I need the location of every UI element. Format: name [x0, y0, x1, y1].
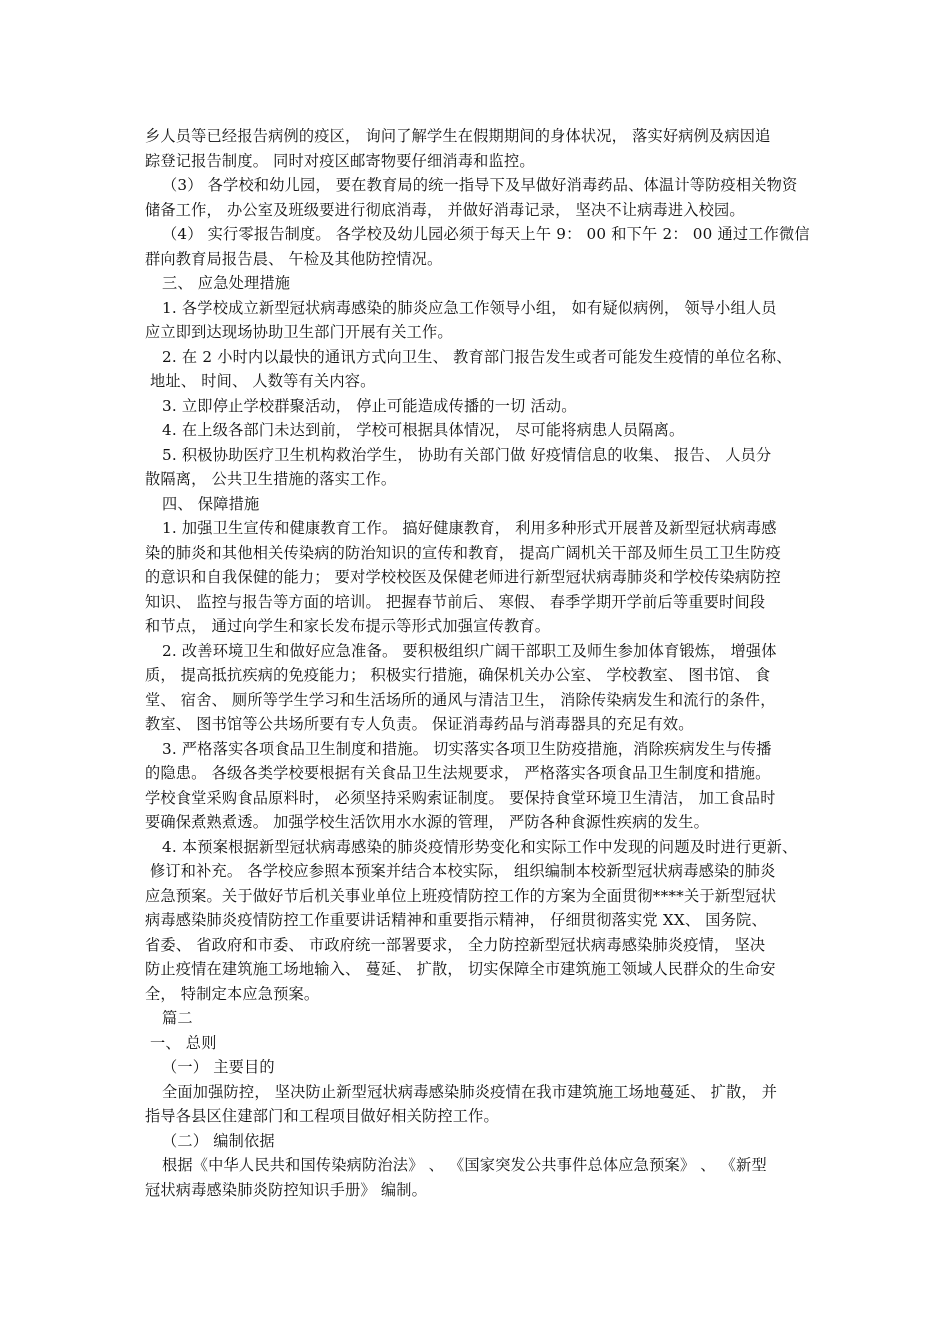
text-line: 1. 各学校成立新型冠状病毒感染的肺炎应急工作领导小组， 如有疑似病例， 领导小组人员	[162, 298, 777, 317]
text-line: 省委、 省政府和市委、 市政府统一部署要求， 全力防控新型冠状病毒感染肺炎疫情， 坚决	[145, 935, 766, 954]
text-line: 和节点， 通过向学生和家长发布提示等形式加强宣传教育。	[145, 617, 551, 635]
text-line: 教室、 图书馆等公共场所要有专人负责。 保证消毒药品与消毒器具的充足有效。	[145, 715, 694, 733]
text-line: 应急预案。关于做好节后机关事业单位上班疫情防控工作的方案为全面贯彻****关于新型冠状	[145, 886, 777, 905]
section-heading: 四、 保障措施	[162, 494, 260, 513]
text-line: 的隐患。 各级各类学校要根据有关食品卫生法规要求， 严格落实各项食品卫生制度和措施。	[145, 764, 771, 782]
text-line: 1. 加强卫生宣传和健康教育工作。 搞好健康教育， 利用多种形式开展普及新型冠状病毒感	[162, 519, 777, 537]
text-line: 乡人员等已经报告病例的疫区， 询问了解学生在假期期间的身体状况， 落实好病例及病因追	[145, 127, 771, 145]
text-line: 2. 在 2 小时内以最快的通讯方式向卫生、 教育部门报告发生或者可能发生疫情的单位名称、	[162, 347, 792, 366]
text-line: 地址、 时间、 人数等有关内容。	[150, 372, 376, 390]
section-heading: 一、 总则	[150, 1033, 217, 1052]
text-line: 病毒感染肺炎疫情防控工作重要讲话精神和重要指示精神， 仔细贯彻落实党 XX、 国务院、	[145, 911, 767, 929]
section-heading: （一） 主要目的	[162, 1058, 275, 1076]
text-line: 应立即到达现场协助卫生部门开展有关工作。	[145, 323, 453, 341]
text-line: 堂、 宿舍、 厕所等学生学习和生活场所的通风与清洁卫生， 消除传染病发生和流行的条件，	[145, 690, 776, 709]
text-line: 2. 改善环境卫生和做好应急准备。 要积极组织广阔干部职工及师生参加体育锻炼， 增强体	[162, 641, 777, 660]
text-line: 群向教育局报告晨、 午检及其他防控情况。	[145, 249, 443, 268]
document-page	[145, 124, 817, 1202]
text-line: （4） 实行零报告制度。 各学校及幼儿园必须于每天上午 9： 00 和下午 2： 00 通过工作微信	[162, 225, 810, 243]
text-line: 修订和补充。 各学校应参照本预案并结合本校实际， 组织编制本校新型冠状病毒感染的肺炎	[150, 862, 776, 880]
text-line: 染的肺炎和其他相关传染病的防治知识的宣传和教育， 提高广阔机关干部及师生员工卫生防疫	[145, 543, 781, 562]
section-heading: 三、 应急处理措施	[162, 274, 291, 292]
text-line: 质， 提高抵抗疾病的免疫能力； 积极实行措施，确保机关办公室、 学校教室、 图书馆、 食	[145, 666, 771, 684]
text-line: 5. 积极协助医疗卫生机构救治学生， 协助有关部门做 好疫情信息的收集、 报告、 人员分	[162, 445, 772, 464]
text-line: 踪登记报告制度。 同时对疫区邮寄物要仔细消毒和监控。	[145, 151, 535, 170]
text-line: 指导各县区住建部门和工程项目做好相关防控工作。	[145, 1107, 499, 1125]
section-heading: （二） 编制依据	[162, 1131, 275, 1150]
text-line: （3） 各学校和幼儿园， 要在教育局的统一指导下及早做好消毒药品、体温计等防疫相关物资	[162, 176, 798, 194]
text-line: 学校食堂采购食品原料时， 必须坚持采购索证制度。 要保持食堂环境卫生清洁， 加工食品时	[145, 788, 776, 807]
text-line: 防止疫情在建筑施工场地输入、 蔓延、 扩散， 切实保障全市建筑施工领域人民群众的生命安	[145, 960, 776, 978]
text-line: 的意识和自我保健的能力； 要对学校校医及保健老师进行新型冠状病毒肺炎和学校传染病防控	[145, 568, 781, 586]
text-line: 4. 在上级各部门未达到前， 学校可根据具体情况， 尽可能将病患人员隔离。	[162, 421, 685, 439]
text-line: 全面加强防控， 坚决防止新型冠状病毒感染肺炎疫情在我市建筑施工场地蔓延、 扩散， 并	[162, 1082, 778, 1101]
section-heading: 篇二	[162, 1009, 193, 1027]
text-line: 全， 特制定本应急预案。	[145, 984, 320, 1003]
text-line: 散隔离， 公共卫生措施的落实工作。	[145, 470, 397, 488]
text-line: 储备工作， 办公室及班级要进行彻底消毒， 并做好消毒记录， 坚决不让病毒进入校园。	[145, 200, 745, 219]
text-line: 3. 严格落实各项食品卫生制度和措施。 切实落实各项卫生防疫措施，消除疾病发生与传播	[162, 739, 772, 758]
text-line: 冠状病毒感染肺炎防控知识手册》 编制。	[145, 1180, 428, 1199]
text-line: 根据《中华人民共和国传染病防治法》 、 《国家突发公共事件总体应急预案》 、 《新型	[162, 1156, 767, 1174]
text-line: 知识、 监控与报告等方面的培训。 把握春节前后、 寒假、 春季学期开学前后等重要时间段	[145, 592, 766, 611]
text-line: 3. 立即停止学校群聚活动， 停止可能造成传播的一切 活动。	[162, 396, 577, 415]
text-line: 要确保煮熟煮透。 加强学校生活饮用水水源的管理， 严防各种食源性疾病的发生。	[145, 813, 710, 831]
text-line: 4. 本预案根据新型冠状病毒感染的肺炎疫情形势变化和实际工作中发现的问题及时进行更新、	[162, 837, 798, 856]
